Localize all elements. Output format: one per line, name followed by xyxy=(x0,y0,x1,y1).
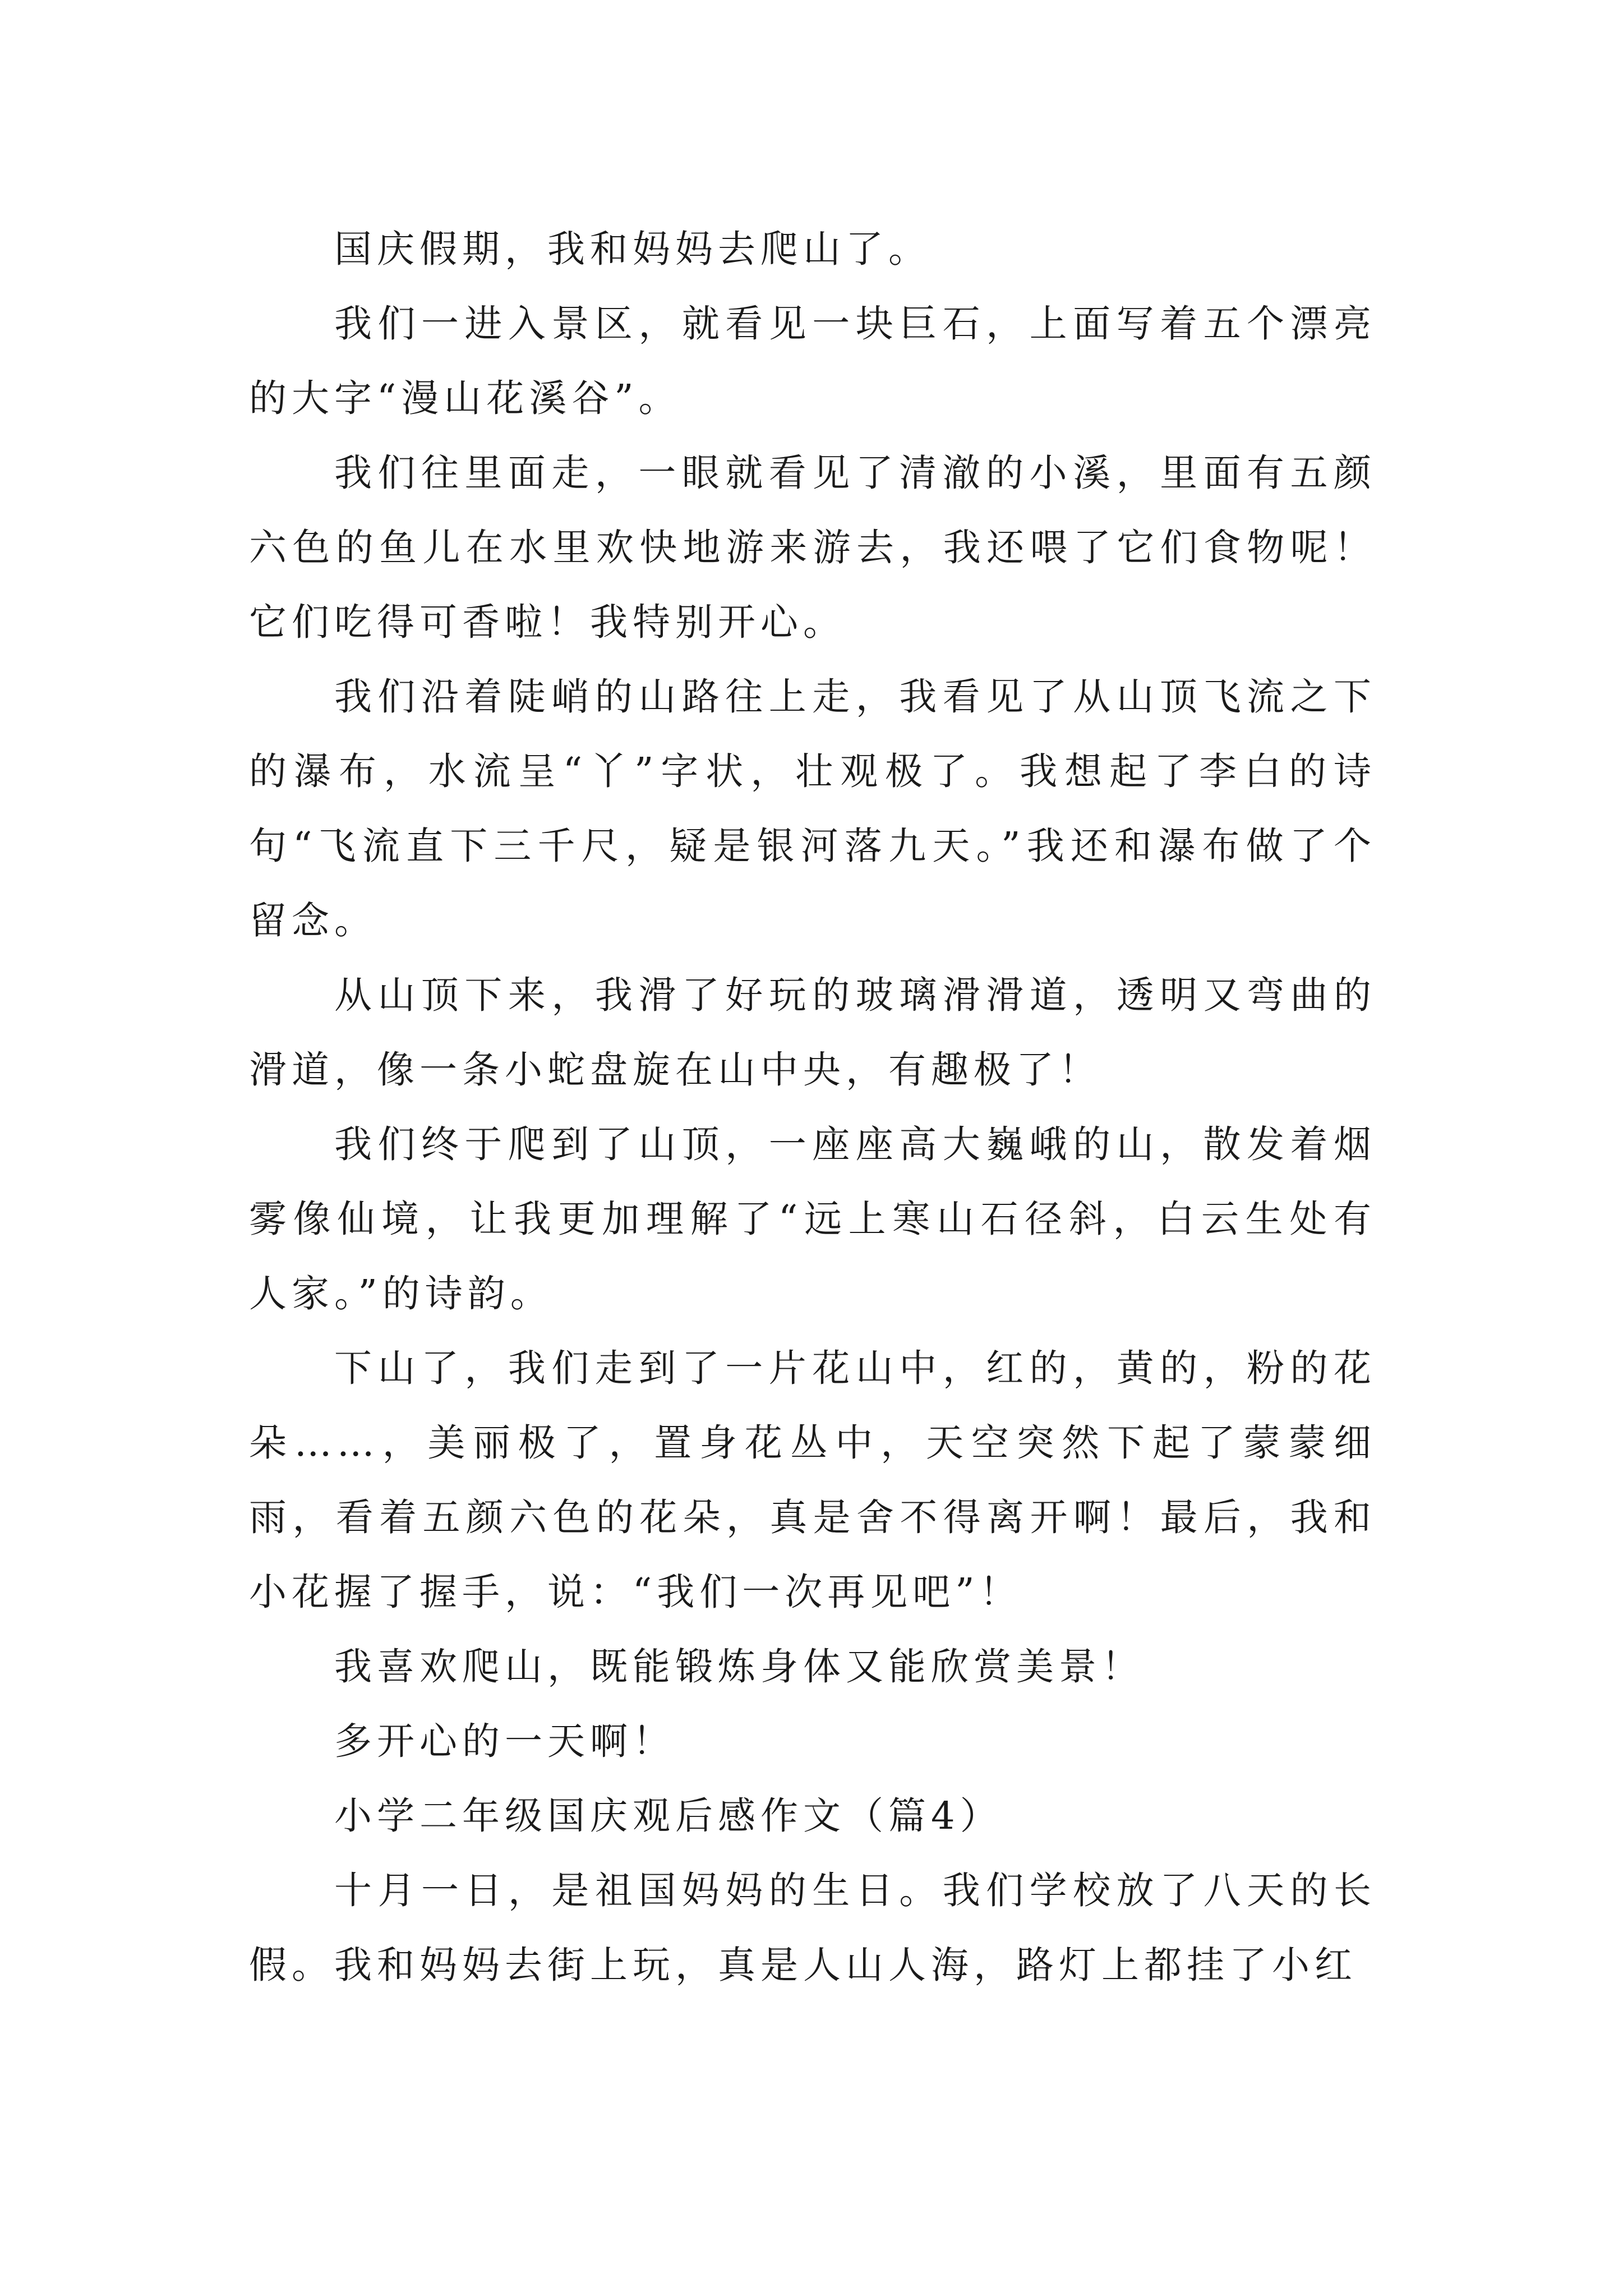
paragraph: 我们往里面走，一眼就看见了清澈的小溪，里面有五颜六色的鱼儿在水里欢快地游来游去，我还喂了它们食物呢！它们吃得可香啦！我特别开心。 xyxy=(249,451,1376,644)
paragraph: 我喜欢爬山，既能锻炼身体又能欣赏美景！ xyxy=(334,1645,1144,1688)
paragraph: 国庆假期，我和妈妈去爬山了。 xyxy=(334,227,931,271)
paragraph: 下山了，我们走到了一片花山中，红的，黄的，粉的花朵……，美丽极了，置身花丛中，天空突然下起了蒙蒙细雨，看着五颜六色的花朵，真是舍不得离开啊！最后，我和小花握了握手，说：“我们一次再见吧”！ xyxy=(249,1346,1376,1614)
document-body xyxy=(249,212,1376,2003)
section-heading: 小学二年级国庆观后感作文（篇4） xyxy=(334,1794,1003,1838)
paragraph: 从山顶下来，我滑了好玩的玻璃滑滑道，透明又弯曲的滑道，像一条小蛇盘旋在山中央，有趣极了！ xyxy=(249,973,1376,1092)
paragraph: 十月一日，是祖国妈妈的生日。我们学校放了八天的长假。我和妈妈去街上玩，真是人山人海，路灯上都挂了小红 xyxy=(249,1869,1376,1987)
paragraph: 我们沿着陡峭的山路往上走，我看见了从山顶飞流之下的瀑布，水流呈“丫”字状，壮观极了。我想起了李白的诗句“飞流直下三千尺，疑是银河落九天。”我还和瀑布做了个留念。 xyxy=(249,675,1376,942)
paragraph: 多开心的一天啊！ xyxy=(334,1719,675,1763)
paragraph: 我们终于爬到了山顶，一座座高大巍峨的山，散发着烟雾像仙境，让我更加理解了“远上寒山石径斜，白云生处有人家。”的诗韵。 xyxy=(249,1122,1376,1315)
paragraph: 我们一进入景区，就看见一块巨石，上面写着五个漂亮的大字“漫山花溪谷”。 xyxy=(249,302,1376,420)
